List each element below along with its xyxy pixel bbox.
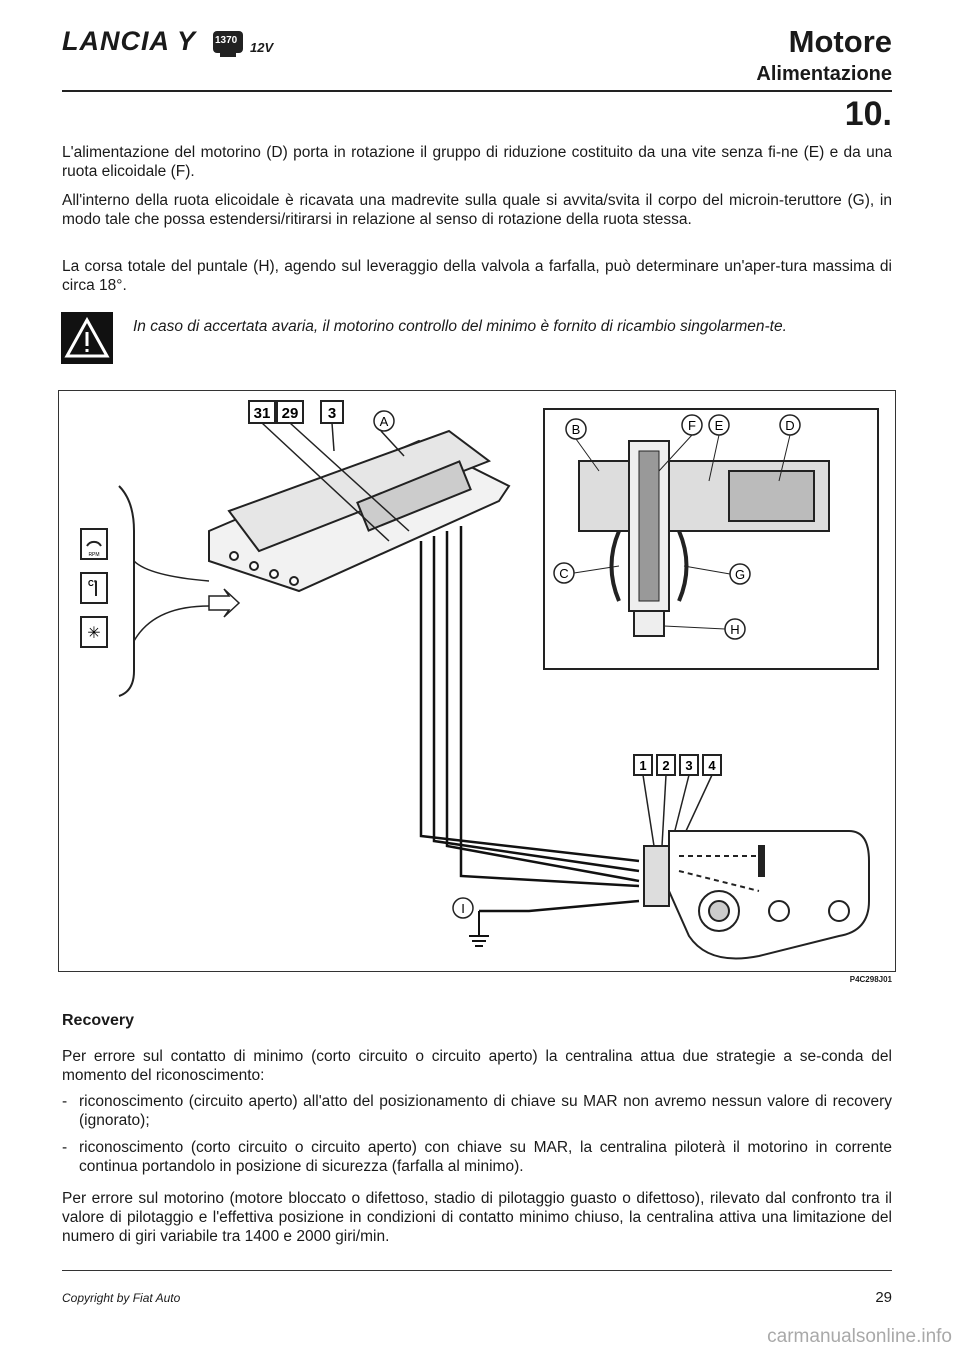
actuator-inset <box>544 409 878 669</box>
footer-copyright: Copyright by Fiat Auto <box>62 1291 181 1305</box>
engine-valves: 12V <box>250 40 274 55</box>
recovery-heading: Recovery <box>62 1012 135 1029</box>
ecu-pin-29-label: 29 <box>281 405 299 422</box>
watermark: carmanualsonline.info <box>767 1326 952 1347</box>
label-f: F <box>688 418 696 433</box>
label-h: H <box>730 622 740 637</box>
label-c: C <box>559 566 569 581</box>
connector-pin-2-label: 2 <box>662 758 670 773</box>
connector-pin-3 <box>680 755 698 775</box>
label-b: B <box>571 422 581 437</box>
connector-pin-3-label: 3 <box>685 758 693 773</box>
connector-pin-1-label: 1 <box>639 758 647 773</box>
engine-code: 1370 <box>215 35 238 46</box>
recovery-closing: Per errore sul motorino (motore bloccato o difettoso, stadio di pilotaggio guasto o difettoso), rilevato dal confronto tra il valore di pilotaggio e l'effettiva posizione in condizioni di contatto minimo chiuso, la centralina attiva una limitazione del numero di giri variabile tra 1400 e 2000 giri/min. <box>62 1190 892 1245</box>
rpm-sensor-icon <box>81 529 107 559</box>
recovery-bullet-1: - riconoscimento (circuito aperto) all'atto del posizionamento di chiave su MAR non avremo nessun valore di recovery (ignorato); <box>62 1093 892 1129</box>
paragraph-3: La corsa totale del puntale (H), agendo sul leveraggio della valvola a farfalla, può determinare un'aper-tura massima di circa 18°. <box>62 258 892 294</box>
label-e: E <box>714 418 724 433</box>
figure-code: P4C298J01 <box>849 975 892 984</box>
section-title: Motore <box>788 24 892 59</box>
label-d: D <box>785 418 795 433</box>
paragraph-1: L'alimentazione del motorino (D) porta in rotazione il gruppo di riduzione costituito da una vite senza fi-ne (E) e da una ruota elicoidale (F). <box>62 144 892 180</box>
svg-text:✳: ✳ <box>87 625 101 642</box>
temp-label: C° <box>88 579 97 588</box>
warning-text: In caso di accertata avaria, il motorino controllo del minimo è fornito di ricambio singolarmen-te. <box>133 318 787 335</box>
section-number: 10. <box>844 95 892 133</box>
label-i: I <box>461 901 465 916</box>
connector-pin-4-label: 4 <box>708 758 716 773</box>
ecu-pin-29 <box>277 401 303 423</box>
wiring-diagram-svg <box>59 391 895 971</box>
ac-snowflake-icon <box>81 617 107 647</box>
header-rule <box>62 90 892 92</box>
recovery-bullet-1-text: riconoscimento (circuito aperto) all'atto del posizionamento di chiave su MAR non avremo nessun valore di recovery (ignorato); <box>79 1093 892 1129</box>
page-number: 29 <box>875 1289 892 1306</box>
recovery-bullet-2-text: riconoscimento (corto circuito o circuito aperto) con chiave su MAR, la centralina piloterà il motorino in corrente continua portandolo in posizione di sicurezza (farfalla al minimo). <box>79 1139 892 1175</box>
coolant-temp-icon <box>81 573 107 603</box>
paragraph-2: All'interno della ruota elicoidale è ricavata una madrevite sulla quale si avvita/svita il corpo del microin-teruttore (G), in modo tale che possa estendersi/ritirarsi in relazione al senso di rotazione della ruota stessa. <box>62 192 892 228</box>
connector-pin-2 <box>657 755 675 775</box>
label-g: G <box>734 567 746 582</box>
ground-icon <box>469 911 489 946</box>
connector-pin-1 <box>634 755 652 775</box>
rpm-label: RPM <box>88 552 100 558</box>
recovery-intro: Per errore sul contatto di minimo (corto circuito o circuito aperto) la centralina attua due strategie a se-conda del momento del riconoscimento: <box>62 1048 892 1084</box>
section-subtitle: Alimentazione <box>756 63 892 85</box>
connector-pin-4 <box>703 755 721 775</box>
idle-actuator <box>644 831 869 959</box>
label-a: A <box>379 414 389 429</box>
wiring-diagram <box>58 390 896 972</box>
ecu-unit <box>209 431 509 591</box>
ecu-pin-31-label: 31 <box>253 405 271 422</box>
warning-icon <box>61 312 113 364</box>
ecu-pin-3-label: 3 <box>327 405 337 422</box>
ecu-pin-3 <box>321 401 343 423</box>
brand-title: LANCIA Y <box>62 26 197 56</box>
ecu-pin-31 <box>249 401 275 423</box>
recovery-bullet-2: - riconoscimento (corto circuito o circuito aperto) con chiave su MAR, la centralina piloterà il motorino in corrente continua portandolo in posizione di sicurezza (farfalla al minimo). <box>62 1139 892 1175</box>
footer-rule <box>62 1270 892 1271</box>
